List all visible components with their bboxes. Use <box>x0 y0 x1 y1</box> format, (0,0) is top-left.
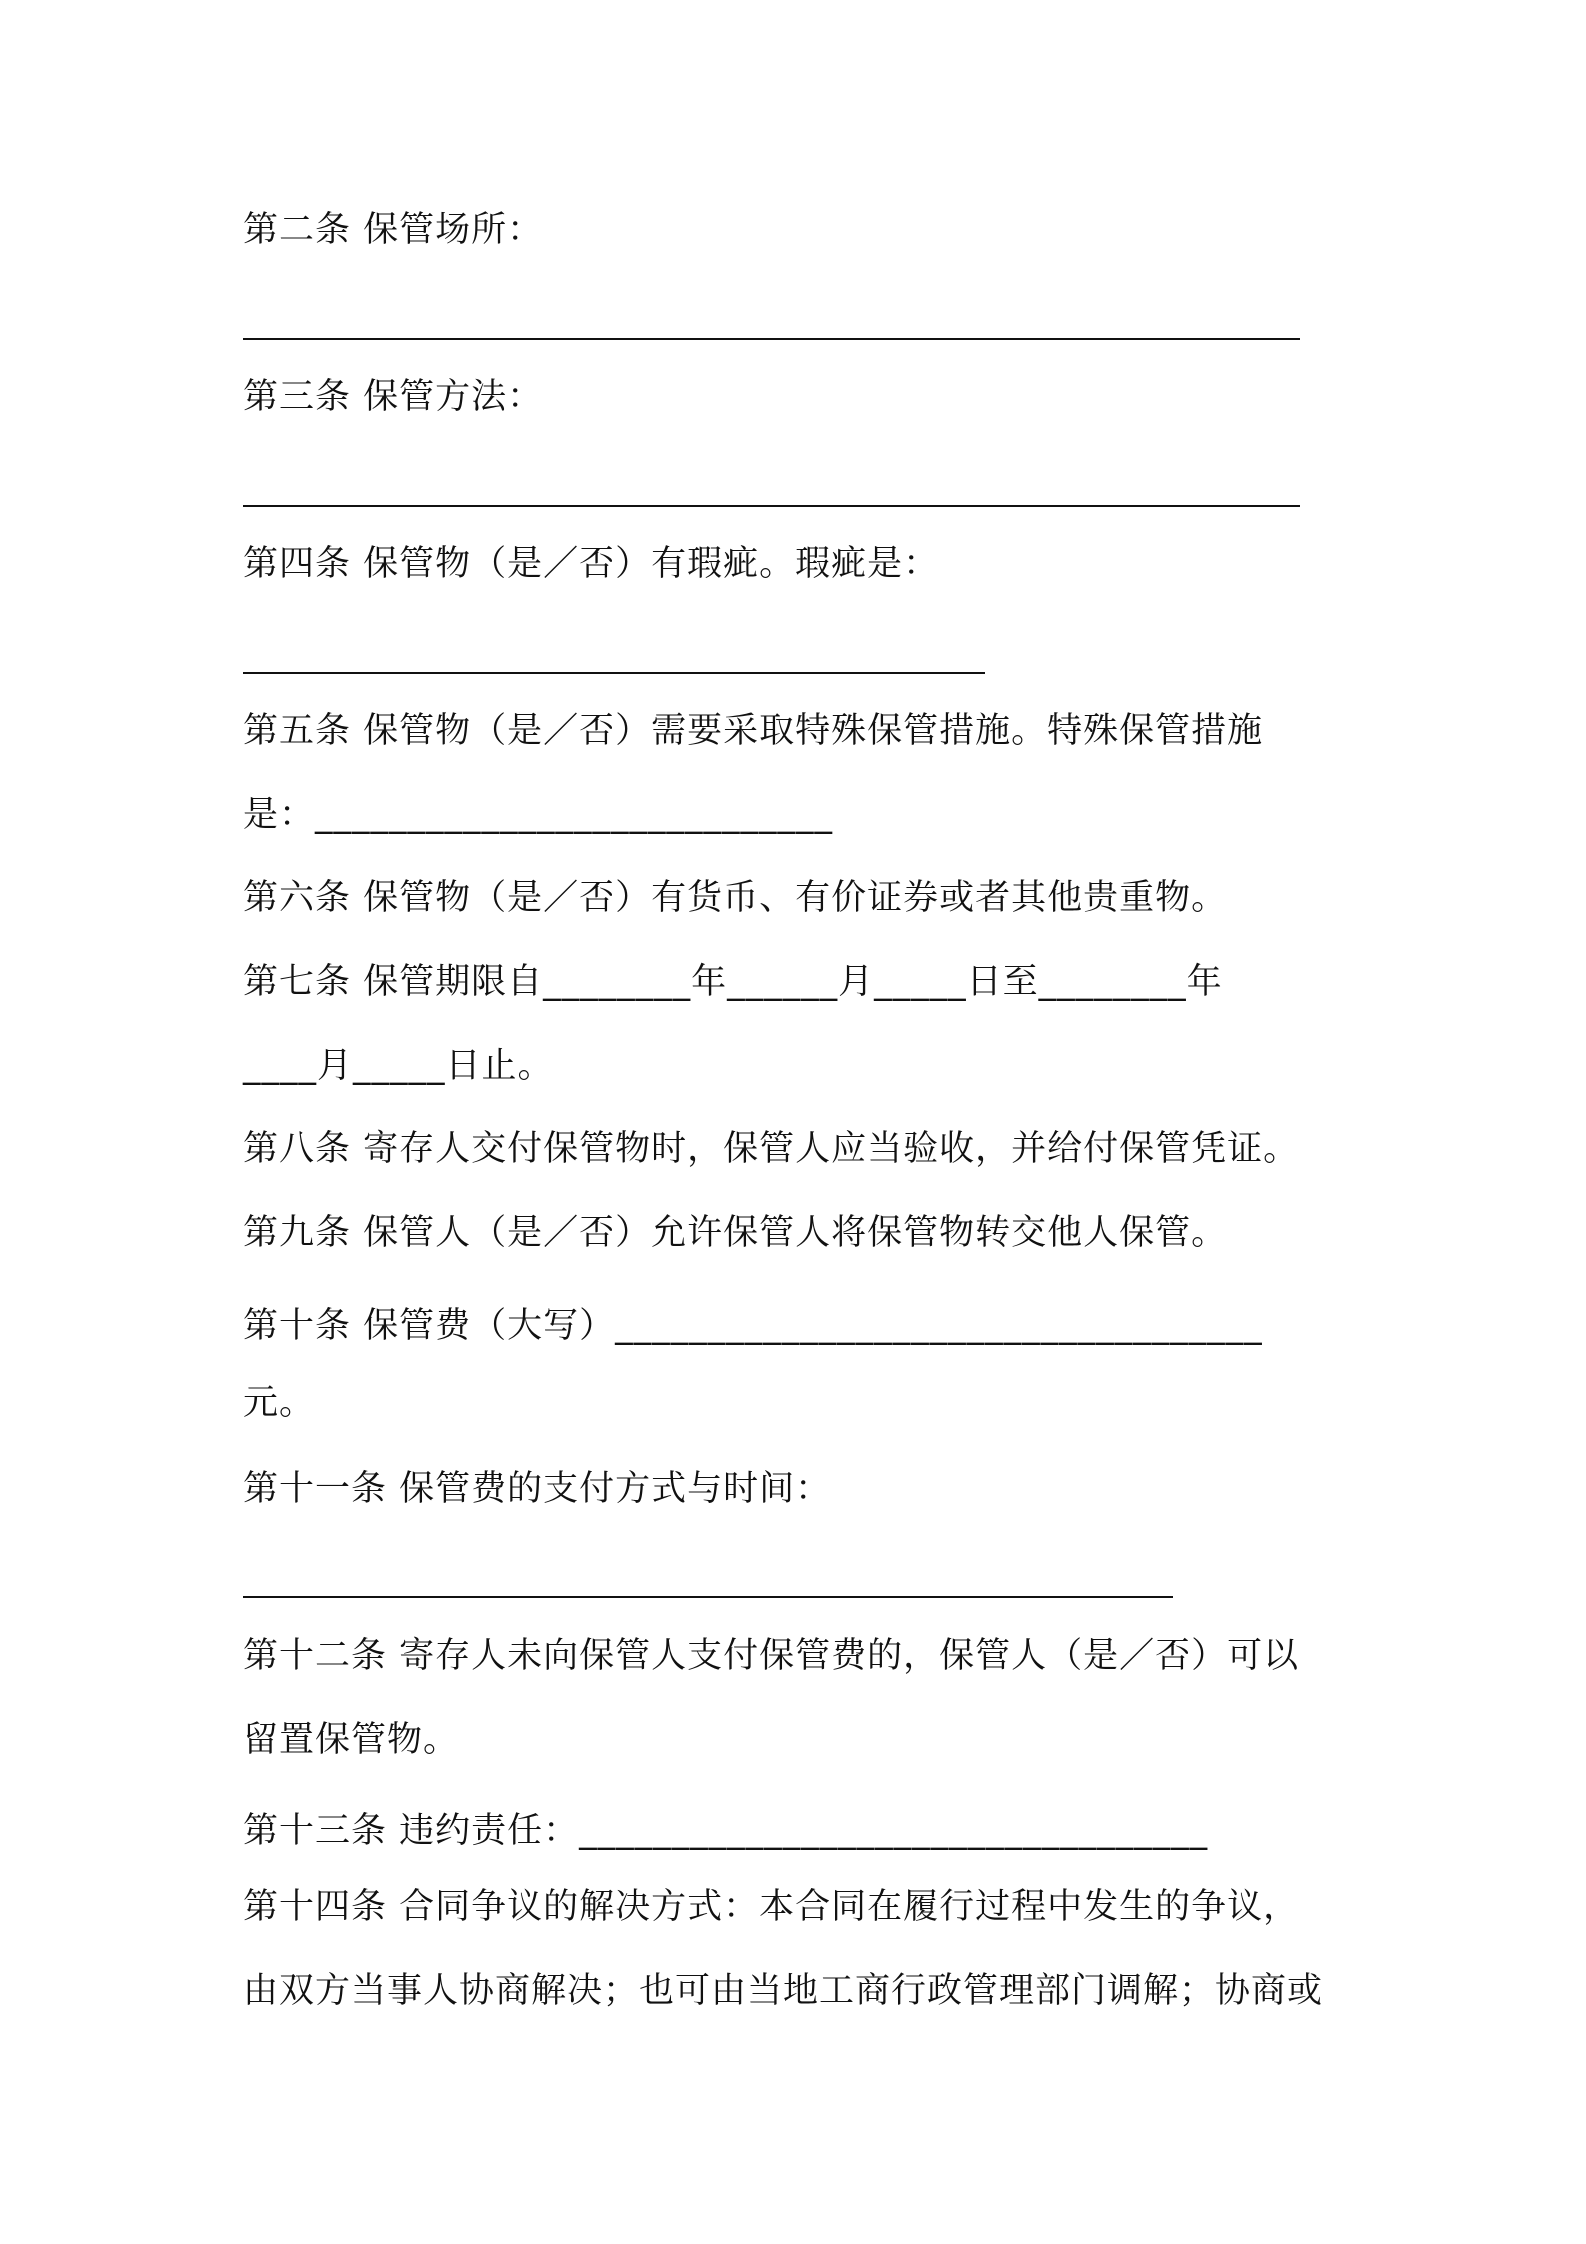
article-3-blank-line <box>243 505 1300 507</box>
article-13: 第十三条 违约责任：__________________________________ <box>243 1811 1209 1851</box>
article-12-line-1: 第十二条 寄存人未向保管人支付保管费的，保管人（是／否）可以 <box>243 1636 1300 1676</box>
article-12-line-2: 留置保管物。 <box>243 1720 460 1760</box>
article-2-heading: 第二条 保管场所： <box>243 210 544 250</box>
article-2-blank-line <box>243 338 1300 340</box>
article-9: 第九条 保管人（是／否）允许保管人将保管物转交他人保管。 <box>243 1213 1228 1253</box>
article-10-line-2: 元。 <box>243 1383 316 1423</box>
article-7-line-1: 第七条 保管期限自________年______月_____日至________年 <box>243 962 1223 1002</box>
article-14-line-1: 第十四条 合同争议的解决方式：本合同在履行过程中发生的争议， <box>243 1887 1300 1927</box>
article-14-line-2: 由双方当事人协商解决；也可由当地工商行政管理部门调解；协商或 <box>243 1971 1324 2011</box>
article-8: 第八条 寄存人交付保管物时，保管人应当验收，并给付保管凭证。 <box>243 1129 1300 1169</box>
article-4-heading: 第四条 保管物（是／否）有瑕疵。瑕疵是： <box>243 544 940 584</box>
article-11-blank-line <box>243 1596 1173 1598</box>
article-3-heading: 第三条 保管方法： <box>243 377 544 417</box>
article-7-line-2: ____月_____日止。 <box>243 1046 554 1086</box>
article-6: 第六条 保管物（是／否）有货币、有价证券或者其他贵重物。 <box>243 878 1228 918</box>
article-10-line-1: 第十条 保管费（大写）___________________________________ <box>243 1306 1263 1346</box>
article-4-blank-line <box>243 672 985 674</box>
article-5-line-1: 第五条 保管物（是／否）需要采取特殊保管措施。特殊保管措施 <box>243 711 1264 751</box>
article-11-heading: 第十一条 保管费的支付方式与时间： <box>243 1469 832 1509</box>
article-5-line-2: 是：____________________________ <box>243 795 834 835</box>
